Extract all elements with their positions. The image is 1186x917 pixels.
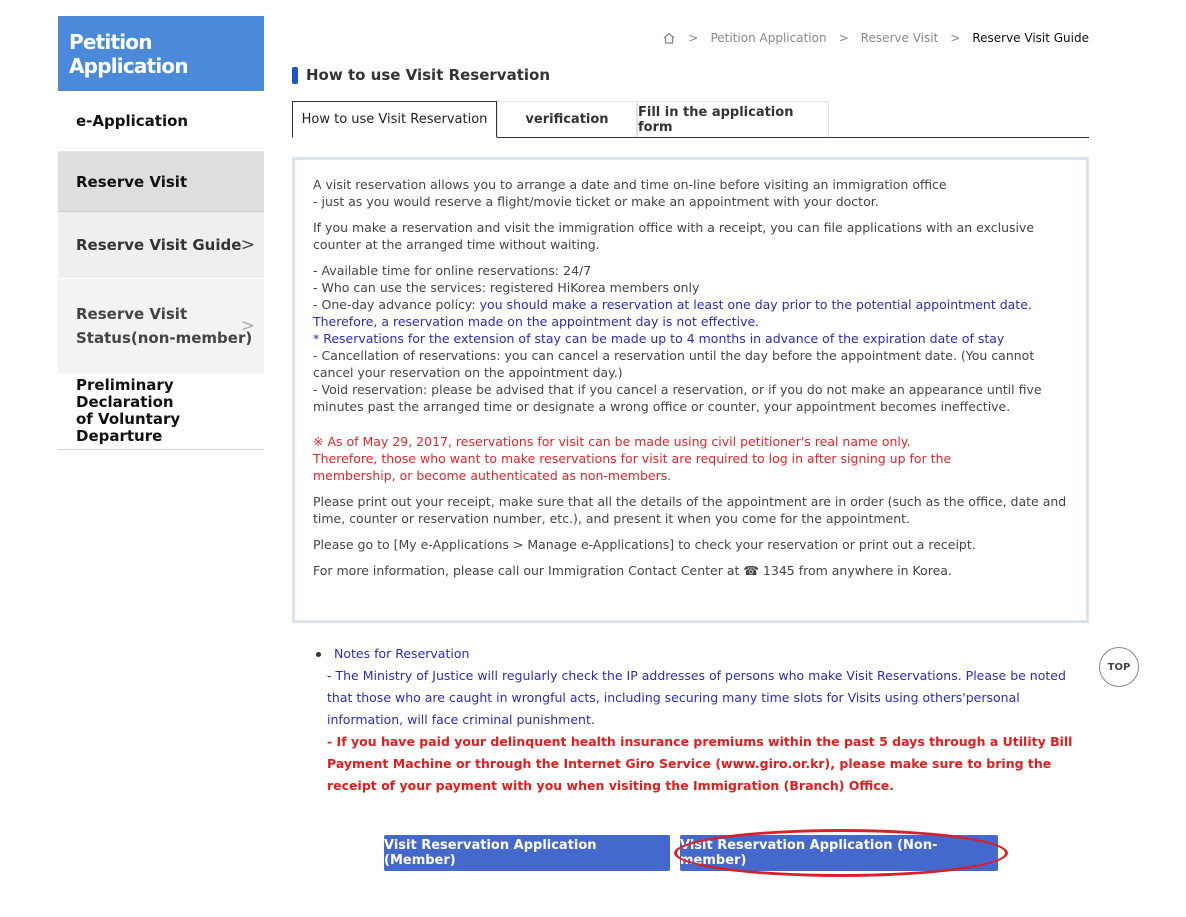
- sidebar-item-label: [76, 377, 264, 445]
- sidebar-item-reserve-visit-status[interactable]: [58, 279, 264, 373]
- intro-line-2: - just as you would reserve a flight/movie ticket or make an appointment with your doctor.: [313, 194, 879, 209]
- label-line-2: Status(non-member): [76, 329, 253, 347]
- void-reservation-text: - Void reservation: please be advised that if you cancel a reservation, or if you do not make an appearance until five minutes past the arranged time or designate a wrong office or counter, your appointment becomes ineffective.: [313, 382, 1042, 414]
- sidebar-item-label: Reserve Visit: [76, 172, 188, 191]
- real-name-notice: [313, 433, 1068, 484]
- sidebar-item-reserve-visit[interactable]: [58, 152, 264, 212]
- scroll-top-button[interactable]: TOP: [1099, 647, 1139, 687]
- chevron-right-icon: >: [240, 235, 255, 255]
- bullet-icon: [316, 652, 321, 657]
- tab-bar: [292, 101, 1089, 138]
- intro-line-1: A visit reservation allows you to arrange a date and time on-line before visiting an immigration office: [313, 177, 947, 192]
- print-receipt-text: Please print out your receipt, make sure that all the details of the appointment are in order (such as the office, date and time, counter or reservation number, etc.), and present it when you come for the appointment.: [313, 494, 1067, 526]
- sidebar: [58, 16, 264, 450]
- chevron-right-icon: >: [240, 316, 255, 336]
- notes-body: [313, 665, 1073, 797]
- info-box: [292, 157, 1089, 623]
- sidebar-header: Petition Application: [58, 16, 264, 91]
- sidebar-item-reserve-visit-guide[interactable]: [58, 212, 264, 279]
- contact-prefix: For more information, please call our Immigration Contact Center at: [313, 563, 744, 578]
- sidebar-item-label: Reserve Visit Guide: [76, 236, 242, 254]
- breadcrumb-separator: >: [688, 31, 699, 45]
- phone-icon: ☎: [743, 563, 759, 578]
- notes-section: [313, 643, 1073, 797]
- real-name-line-1: ※ As of May 29, 2017, reservations for visit can be made using civil petitioner's real name only.: [313, 434, 911, 449]
- advance-policy-text: [313, 296, 1068, 330]
- breadcrumb-current: Reserve Visit Guide: [972, 31, 1089, 45]
- sidebar-item-e-application[interactable]: [58, 91, 264, 152]
- breadcrumb-separator: >: [950, 31, 961, 45]
- page-title: [292, 66, 550, 84]
- breadcrumb-reserve-visit[interactable]: Reserve Visit: [860, 31, 939, 45]
- label-line-1: Reserve Visit: [76, 305, 188, 323]
- intro-text: [313, 176, 1068, 210]
- non-member-application-button[interactable]: Visit Reservation Application (Non-member): [680, 835, 998, 871]
- real-name-line-3: membership, or become authenticated as non-members.: [313, 468, 672, 483]
- breadcrumb-petition-application[interactable]: Petition Application: [710, 31, 827, 45]
- contact-suffix: 1345 from anywhere in Korea.: [758, 563, 952, 578]
- ip-check-note: - The Ministry of Justice will regularly check the IP addresses of persons who make Visit Reservations. Please be noted that those who are caught in wrongful acts, including securing many time slots for Visits using others'personal information, will face criminal punishment.: [327, 668, 1066, 727]
- notes-heading: [313, 643, 1073, 665]
- cancellation-text: - Cancellation of reservations: you can cancel a reservation until the day before the appointment date. (You cannot cancel your reservation on the appointment day.): [313, 348, 1035, 380]
- advance-policy-detail: you should make a reservation at least one day prior to the potential appointment date. Therefore, a reservation made on the appointment day is not effective.: [313, 297, 1032, 329]
- title-marker-icon: [292, 67, 298, 84]
- contact-text: [313, 562, 1068, 579]
- available-time-text: - Available time for online reservations: 24/7: [313, 263, 592, 278]
- real-name-line-2: Therefore, those who want to make reservations for visit are required to log in after signing up for the: [313, 451, 952, 466]
- notes-heading-text: Notes for Reservation: [334, 646, 470, 661]
- extension-note: * Reservations for the extension of stay can be made up to 4 months in advance of the expiration date of stay: [313, 331, 1005, 346]
- breadcrumb-separator: >: [838, 31, 849, 45]
- label-line-2: of Voluntary Departure: [76, 410, 181, 445]
- sidebar-item-label: [76, 302, 252, 350]
- advance-policy-label: - One-day advance policy:: [313, 297, 480, 312]
- member-application-button[interactable]: Visit Reservation Application (Member): [384, 835, 670, 871]
- breadcrumb: [662, 31, 1089, 45]
- tab-verification[interactable]: verification: [497, 101, 637, 137]
- who-can-use-text: - Who can use the services: registered HiKorea members only: [313, 280, 700, 295]
- insurance-note: - If you have paid your delinquent health insurance premiums within the past 5 days through a Utility Bill Payment Machine or through the Internet Giro Service (www.giro.or.kr), please make sure to bring the receipt of your payment with you when visiting the Immigration (Branch) Office.: [327, 734, 1073, 793]
- tab-how-to-use[interactable]: How to use Visit Reservation: [292, 101, 497, 138]
- tab-fill-application-form[interactable]: Fill in the application form: [637, 101, 829, 137]
- go-to-text: Please go to [My e-Applications > Manage e-Applications] to check your reservation or print out a receipt.: [313, 537, 976, 552]
- sidebar-item-label: e-Application: [76, 112, 189, 130]
- page-title-text: How to use Visit Reservation: [306, 66, 551, 84]
- policy-list: [313, 262, 1068, 415]
- label-line-1: Preliminary Declaration: [76, 376, 174, 411]
- receipt-benefit-text: If you make a reservation and visit the immigration office with a receipt, you can file applications with an exclusive counter at the arranged time without waiting.: [313, 220, 1035, 252]
- sidebar-item-voluntary-departure[interactable]: [58, 373, 264, 450]
- home-icon[interactable]: [662, 31, 676, 45]
